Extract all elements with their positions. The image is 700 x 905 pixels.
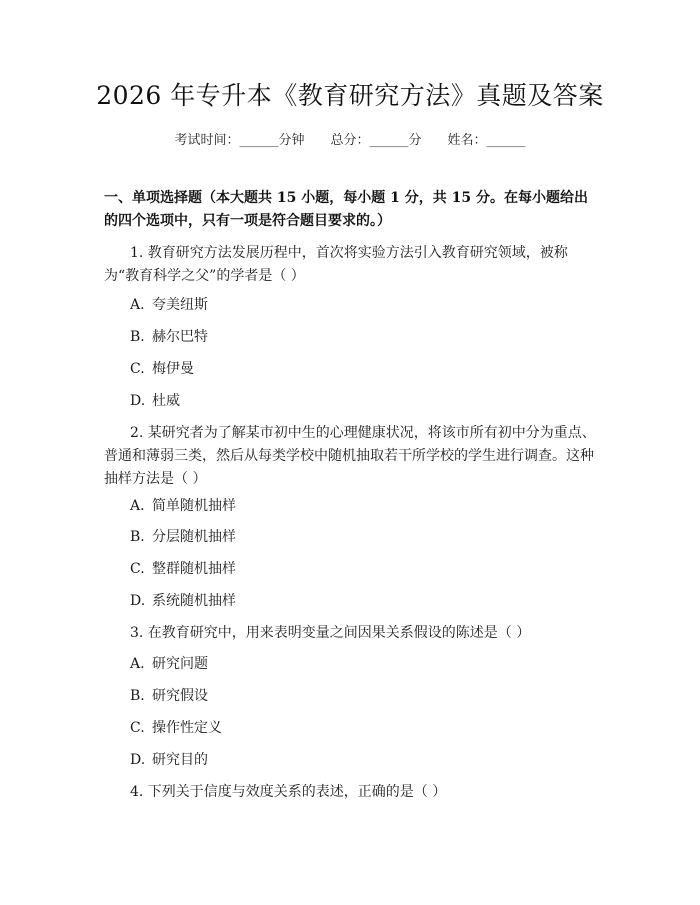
option-letter: B. — [130, 688, 145, 704]
question-1-stem: 1. 教育研究方法发展历程中，首次将实验方法引入教育研究领域，被称为“教育科学之父”的学者是（ ） — [104, 245, 568, 284]
question-3-option-d — [130, 750, 208, 770]
option-letter: D. — [130, 393, 146, 409]
option-letter: C. — [130, 720, 145, 736]
question-3-stem: 3. 在教育研究中，用来表明变量之间因果关系假设的陈述是（ ） — [130, 625, 531, 641]
option-text: 梅伊曼 — [152, 361, 194, 377]
option-letter: B. — [130, 529, 145, 545]
option-text: 研究问题 — [152, 656, 208, 672]
question-3-option-c — [130, 718, 222, 738]
question-1-option-a — [130, 295, 208, 315]
option-text: 夸美纽斯 — [152, 297, 208, 313]
option-text: 简单随机抽样 — [152, 498, 236, 514]
option-letter: C. — [130, 561, 145, 577]
question-1-option-d — [130, 391, 180, 411]
section-heading: 一、单项选择题（本大题共 15 小题，每小题 1 分，共 15 分。在每小题给出的四个选项中，只有一项是符合题目要求的。） — [104, 190, 588, 229]
question-3-option-b — [130, 686, 208, 706]
option-letter: C. — [130, 361, 145, 377]
option-letter: B. — [130, 329, 145, 345]
option-letter: D. — [130, 593, 146, 609]
option-text: 分层随机抽样 — [152, 529, 236, 545]
option-text: 系统随机抽样 — [152, 593, 236, 609]
question-2-option-c — [130, 559, 236, 579]
option-text: 杜威 — [152, 393, 180, 409]
option-letter: D. — [130, 752, 146, 768]
question-1-option-b — [130, 327, 208, 347]
question-1-option-c — [130, 359, 194, 379]
option-text: 操作性定义 — [152, 720, 222, 736]
option-text: 赫尔巴特 — [152, 329, 208, 345]
page-title: 2026 年专升本《教育研究方法》真题及答案 — [96, 81, 604, 110]
option-letter: A. — [130, 656, 145, 672]
option-letter: A. — [130, 297, 145, 313]
question-2-option-a — [130, 496, 236, 516]
total-score-field: 总分：______分 — [330, 133, 422, 148]
option-text: 研究假设 — [152, 688, 208, 704]
exam-meta-line — [0, 131, 700, 151]
question-2-stem: 2. 某研究者为了解某市初中生的心理健康状况，将该市所有初中分为重点、普通和薄弱三类，然后从每类学校中随机抽取若干所学校的学生进行调查。这种抽样方法是（ ） — [104, 425, 596, 487]
option-text: 研究目的 — [152, 752, 208, 768]
exam-time-field: 考试时间：______分钟 — [174, 133, 305, 148]
question-3-option-a — [130, 654, 208, 674]
question-4-stem: 4. 下列关于信度与效度关系的表述，正确的是（ ） — [130, 784, 447, 800]
option-letter: A. — [130, 498, 145, 514]
name-field: 姓名：______ — [447, 133, 526, 148]
question-2-option-b — [130, 527, 236, 547]
question-2-option-d — [130, 591, 236, 611]
option-text: 整群随机抽样 — [152, 561, 236, 577]
